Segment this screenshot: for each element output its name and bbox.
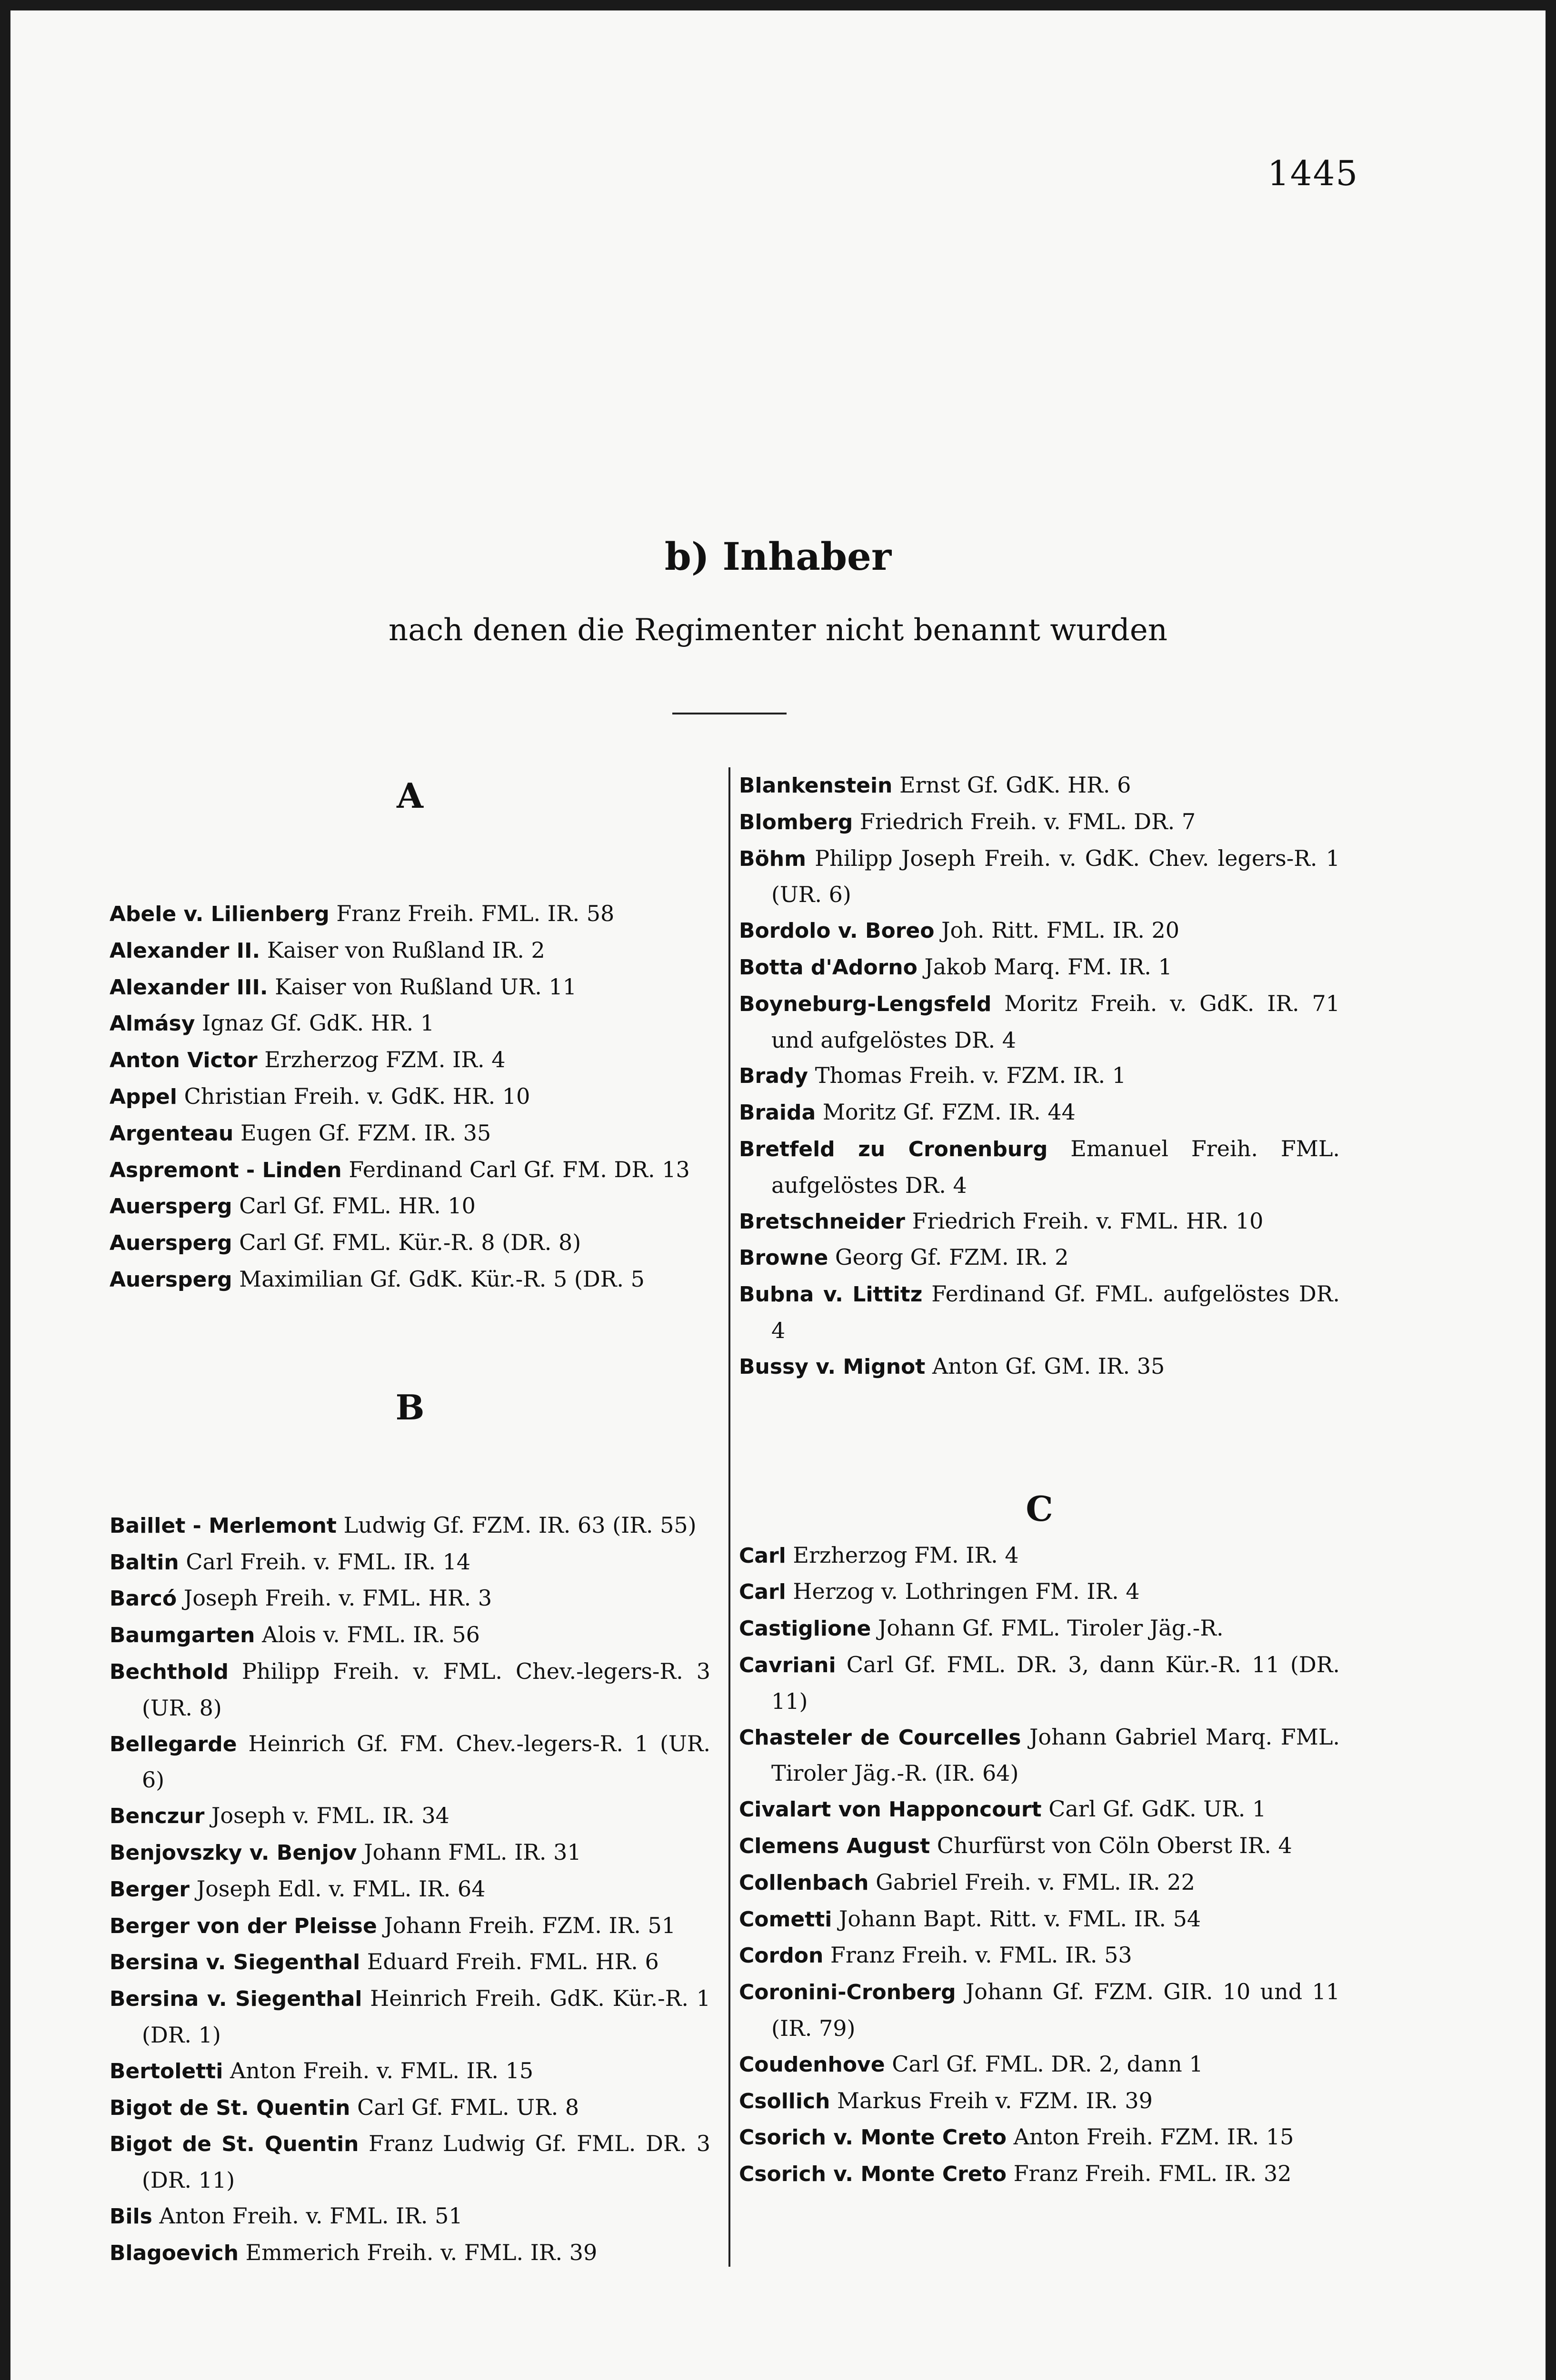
entry-name: Clemens August — [739, 1834, 930, 1858]
entry-name: Bubna v. Littitz — [739, 1282, 923, 1307]
entry-text: Ernst Gf. GdK. HR. 6 — [899, 772, 1131, 798]
entry-text: Carl Freih. v. FML. IR. 14 — [186, 1548, 471, 1575]
entry-name: Brady — [739, 1064, 808, 1089]
register-entry — [110, 2235, 710, 2271]
register-entry — [739, 912, 1340, 949]
entry-text: Franz Freih. FML. IR. 58 — [336, 901, 615, 926]
entry-name: Appel — [110, 1084, 177, 1109]
register-entry — [110, 1798, 710, 1835]
register-entry — [739, 1864, 1340, 1901]
entry-name: Civalart von Happoncourt — [739, 1797, 1042, 1822]
entry-text: Joseph v. FML. IR. 34 — [211, 1803, 449, 1829]
entry-name: Bersina v. Siegenthal — [110, 1950, 360, 1975]
register-entry — [739, 1537, 1340, 1574]
entry-text: Herzog v. Lothringen FM. IR. 4 — [793, 1578, 1140, 1605]
entry-name: Browne — [739, 1246, 828, 1270]
register-entry — [110, 1115, 710, 1152]
entry-name: Auersperg — [110, 1267, 232, 1292]
entry-name: Boyneburg-Lengsfeld — [739, 992, 992, 1016]
entry-text: Johann Freih. FZM. IR. 51 — [384, 1912, 676, 1938]
register-entry — [739, 1901, 1340, 1938]
entry-name: Csorich v. Monte Creto — [739, 2162, 1007, 2187]
entry-name: Aspremont - Linden — [110, 1158, 342, 1182]
entry-name: Auersperg — [110, 1194, 232, 1219]
register-entry — [110, 2198, 710, 2235]
register-entry — [110, 2090, 710, 2126]
register-entry — [739, 767, 1340, 804]
entry-name: Berger — [110, 1877, 190, 1902]
entry-name: Baltin — [110, 1550, 179, 1575]
register-entry — [739, 841, 1340, 913]
letter-heading-c: C — [1026, 1488, 1053, 1529]
register-entry — [739, 1094, 1340, 1131]
entry-text: Ludwig Gf. FZM. IR. 63 (IR. 55) — [343, 1512, 697, 1538]
entry-name: Benjovszky v. Benjov — [110, 1840, 357, 1865]
entry-text: Moritz Gf. FZM. IR. 44 — [822, 1099, 1076, 1125]
entry-text: Carl Gf. FML. DR. 3, dann Kür.-R. 11 (DR. 11) — [771, 1651, 1340, 1714]
register-entry — [110, 2053, 710, 2090]
entry-name: Bordolo v. Boreo — [739, 919, 935, 943]
entry-text: Kaiser von Rußland UR. 11 — [275, 973, 577, 1000]
entry-text: Anton Freih. FZM. IR. 15 — [1013, 2124, 1294, 2150]
register-entry — [110, 1580, 710, 1617]
register-entry — [110, 1544, 710, 1581]
register-entry — [110, 1654, 710, 1726]
entry-text: Gabriel Freih. v. FML. IR. 22 — [876, 1869, 1195, 1895]
entry-text: Carl Gf. FML. DR. 2, dann 1 — [892, 2051, 1203, 2077]
entry-text: Christian Freih. v. GdK. HR. 10 — [184, 1083, 530, 1109]
register-entry — [739, 1240, 1340, 1276]
entry-name: Coronini-Cronberg — [739, 1980, 956, 2005]
section-heading: b) Inhaber — [664, 534, 892, 579]
register-entry — [110, 1617, 710, 1654]
letter-heading-a: A — [397, 775, 423, 816]
left-column — [110, 767, 710, 2271]
entry-text: Franz Ludwig Gf. FML. DR. 3 (DR. 11) — [142, 2131, 710, 2193]
entry-text: Markus Freih v. FZM. IR. 39 — [837, 2087, 1153, 2113]
register-entry — [110, 1507, 710, 1544]
entry-text: Joh. Ritt. FML. IR. 20 — [941, 917, 1180, 943]
entry-name: Abele v. Lilienberg — [110, 902, 329, 926]
entry-name: Blomberg — [739, 810, 853, 834]
entry-text: Heinrich Gf. FM. Chev.-legers-R. 1 (UR. 6) — [142, 1730, 710, 1793]
entry-text: Philipp Joseph Freih. v. GdK. Chev. legers-R. 1 (UR. 6) — [771, 845, 1340, 908]
entry-text: Johann Gf. FML. Tiroler Jäg.-R. — [878, 1615, 1224, 1641]
register-entry — [110, 1835, 710, 1871]
register-entry — [739, 1574, 1340, 1610]
entry-text: Joseph Edl. v. FML. IR. 64 — [196, 1875, 486, 1902]
entry-text: Eduard Freih. FML. HR. 6 — [367, 1949, 659, 1975]
entry-text: Franz Freih. FML. IR. 32 — [1013, 2161, 1292, 2187]
entry-text: Friedrich Freih. v. FML. HR. 10 — [912, 1208, 1264, 1234]
entry-text: Churfürst von Cöln Oberst IR. 4 — [937, 1832, 1292, 1858]
entry-text: Johann Bapt. Ritt. v. FML. IR. 54 — [838, 1905, 1201, 1932]
entry-name: Braida — [739, 1101, 816, 1125]
entry-name: Böhm — [739, 846, 806, 871]
entry-name: Castiglione — [739, 1616, 871, 1641]
entry-text: Philipp Freih. v. FML. Chev.-legers-R. 3 (UR. 8) — [142, 1658, 710, 1721]
entry-text: Erzherzog FZM. IR. 4 — [264, 1047, 506, 1073]
entry-name: Bersina v. Siegenthal — [110, 1987, 362, 2012]
entry-name: Bigot de St. Quentin — [110, 2095, 350, 2120]
entry-name: Csorich v. Monte Creto — [739, 2125, 1007, 2150]
entry-name: Bigot de St. Quentin — [110, 2132, 359, 2157]
entry-name: Carl — [739, 1580, 786, 1605]
entry-text: Anton Freih. v. FML. IR. 15 — [230, 2057, 534, 2083]
register-entry — [739, 1203, 1340, 1240]
register-entry — [739, 2156, 1340, 2192]
entry-name: Bechthold — [110, 1659, 229, 1684]
register-entry — [739, 1058, 1340, 1094]
entry-name: Berger von der Pleisse — [110, 1914, 377, 1938]
register-entry — [110, 1005, 710, 1042]
register-entry — [739, 1719, 1340, 1792]
entry-name: Bussy v. Mignot — [739, 1354, 926, 1379]
register-entry — [739, 2119, 1340, 2156]
entry-text: Anton Freih. v. FML. IR. 51 — [159, 2202, 463, 2229]
entry-text: Kaiser von Rußland IR. 2 — [267, 937, 545, 963]
entry-text: Heinrich Freih. GdK. Kür.-R. 1 (DR. 1) — [142, 1985, 711, 2048]
register-entry — [739, 1974, 1340, 2046]
entry-name: Bretschneider — [739, 1209, 905, 1234]
entry-name: Baillet - Merlemont — [110, 1513, 337, 1538]
entry-text: Ferdinand Carl Gf. FM. DR. 13 — [349, 1156, 690, 1182]
entry-text: Johann Gabriel Marq. FML. Tiroler Jäg.-R. (IR. 64) — [771, 1724, 1340, 1786]
entry-name: Auersperg — [110, 1231, 232, 1256]
letter-heading-b: B — [395, 1387, 425, 1428]
entry-text: Emmerich Freih. v. FML. IR. 39 — [245, 2239, 598, 2265]
book-page — [10, 10, 1546, 2380]
heading-rule — [672, 713, 787, 714]
entry-name: Baumgarten — [110, 1623, 255, 1648]
entry-name: Cometti — [739, 1907, 832, 1932]
entry-text: Maximilian Gf. GdK. Kür.-R. 5 (DR. 5 — [239, 1266, 645, 1292]
register-entry — [739, 1131, 1340, 1203]
entry-name: Bretfeld zu Cronenburg — [739, 1137, 1048, 1161]
entry-name: Barcó — [110, 1587, 177, 1611]
register-entry — [739, 1610, 1340, 1647]
register-entry — [110, 1981, 710, 2053]
register-entry — [110, 1152, 710, 1189]
entry-name: Almásy — [110, 1012, 195, 1036]
entry-text: Alois v. FML. IR. 56 — [262, 1622, 480, 1648]
entry-name: Bertoletti — [110, 2059, 223, 2083]
page-number: 1445 — [1267, 153, 1359, 193]
register-entry — [739, 1937, 1340, 1974]
register-entry — [739, 1276, 1340, 1349]
entry-name: Bils — [110, 2204, 152, 2229]
entry-text: Ignaz Gf. GdK. HR. 1 — [202, 1010, 435, 1036]
entry-name: Blankenstein — [739, 774, 893, 798]
register-entry — [110, 896, 710, 932]
register-entry — [739, 2046, 1340, 2083]
entry-name: Anton Victor — [110, 1048, 258, 1073]
register-entry — [739, 949, 1340, 986]
register-entry — [110, 1944, 710, 1981]
register-entry — [110, 969, 710, 1006]
register-entry — [739, 986, 1340, 1058]
entry-text: Eugen Gf. FZM. IR. 35 — [240, 1120, 491, 1146]
entry-text: Moritz Freih. v. GdK. IR. 71 und aufgelöstes DR. 4 — [771, 990, 1340, 1053]
entry-name: Chasteler de Courcelles — [739, 1725, 1021, 1750]
entry-name: Alexander II. — [110, 938, 260, 963]
register-entry — [739, 1647, 1340, 1719]
entry-name: Cavriani — [739, 1653, 836, 1677]
entry-name: Benczur — [110, 1804, 205, 1829]
entry-text: Joseph Freih. v. FML. HR. 3 — [183, 1585, 492, 1611]
register-entry — [739, 1791, 1340, 1828]
entry-text: Ferdinand Gf. FML. aufgelöstes DR. 4 — [771, 1281, 1340, 1343]
entry-name: Csollich — [739, 2089, 830, 2113]
register-entry — [110, 1726, 710, 1798]
register-entry — [110, 932, 710, 969]
entry-text: Friedrich Freih. v. FML. DR. 7 — [859, 808, 1196, 834]
entry-text: Carl Gf. GdK. UR. 1 — [1048, 1796, 1267, 1822]
entry-text: Emanuel Freih. FML. aufgelöstes DR. 4 — [771, 1135, 1340, 1198]
section-subheading: nach denen die Regimenter nicht benannt wurden — [389, 613, 1167, 648]
entry-text: Anton Gf. GM. IR. 35 — [932, 1353, 1165, 1379]
register-entry — [110, 1261, 710, 1298]
entry-name: Alexander III. — [110, 975, 268, 1000]
entry-name: Argenteau — [110, 1121, 234, 1146]
entry-text: Thomas Freih. v. FZM. IR. 1 — [815, 1062, 1127, 1089]
entry-text: Erzherzog FM. IR. 4 — [793, 1542, 1019, 1568]
entry-text: Jakob Marq. FM. IR. 1 — [924, 953, 1172, 980]
entry-name: Blagoevich — [110, 2241, 239, 2265]
register-entry — [110, 1908, 710, 1944]
register-entry — [110, 1079, 710, 1115]
register-entry — [110, 1871, 710, 1908]
entry-text: Johann Gf. FZM. GIR. 10 und 11 (IR. 79) — [771, 1979, 1340, 2041]
entry-name: Coudenhove — [739, 2052, 885, 2077]
right-column — [728, 767, 1340, 2192]
entry-name: Bellegarde — [110, 1732, 237, 1756]
register-entry — [739, 1828, 1340, 1864]
register-entry — [110, 1042, 710, 1079]
entry-name: Collenbach — [739, 1870, 869, 1895]
register-entry — [110, 1225, 710, 1261]
register-entry — [739, 2083, 1340, 2120]
register-entry — [739, 1349, 1340, 1385]
entry-text: Carl Gf. FML. UR. 8 — [357, 2094, 579, 2120]
entry-text: Georg Gf. FZM. IR. 2 — [835, 1244, 1069, 1270]
entry-text: Franz Freih. v. FML. IR. 53 — [830, 1942, 1132, 1968]
entry-text: Johann FML. IR. 31 — [364, 1839, 581, 1865]
entry-text: Carl Gf. FML. Kür.-R. 8 (DR. 8) — [239, 1230, 581, 1256]
entry-name: Carl — [739, 1543, 786, 1568]
entry-name: Cordon — [739, 1944, 824, 1968]
register-entry — [739, 804, 1340, 841]
entry-name: Botta d'Adorno — [739, 955, 918, 980]
register-entry — [110, 2126, 710, 2198]
register-entry — [110, 1188, 710, 1225]
entry-text: Carl Gf. FML. HR. 10 — [239, 1193, 476, 1219]
